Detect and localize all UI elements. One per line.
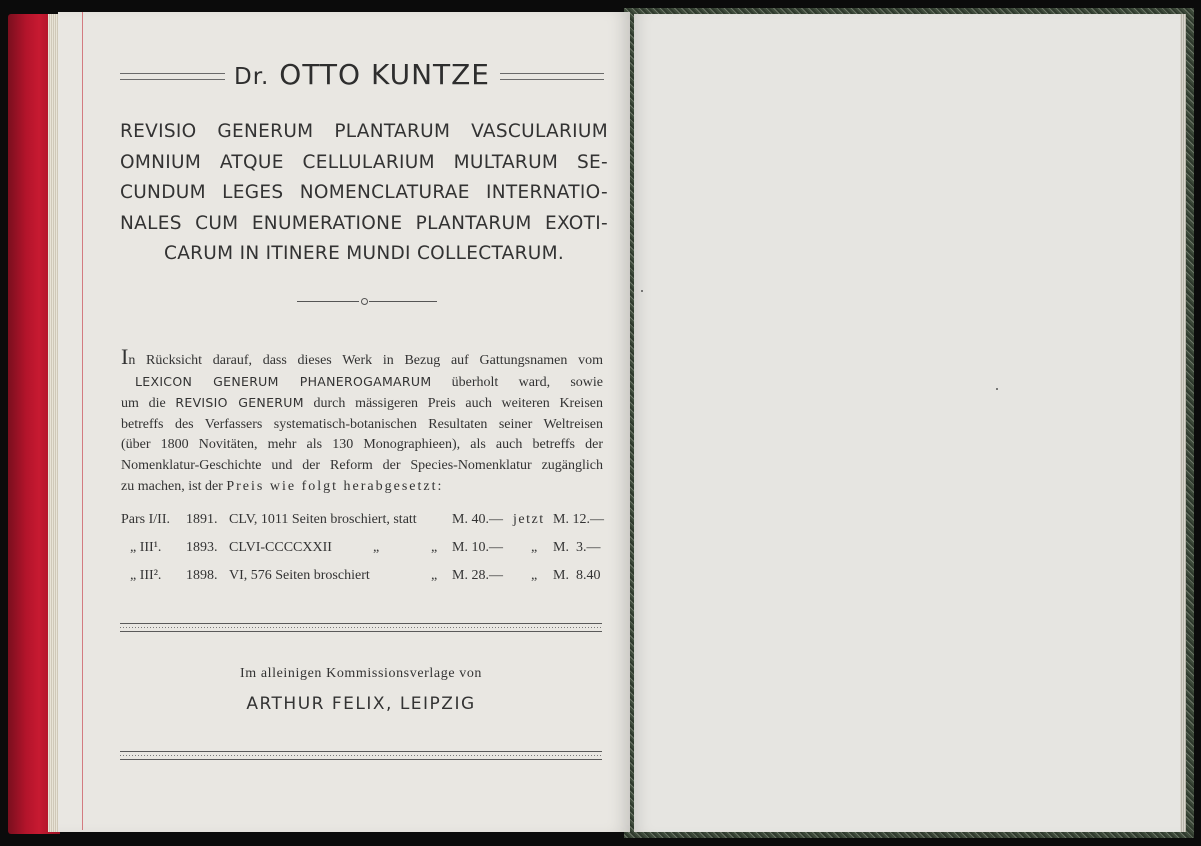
body-line: um die REVISIO GENERUM durch mässigeren Preis auch weiteren Kreisen [121, 395, 603, 412]
price-row: „ III². 1898. VI, 576 Seiten broschiert „ M. 28.— „ M. 8.40 [130, 568, 601, 583]
notice-paragraph [121, 344, 603, 497]
book-title [120, 117, 608, 270]
price-row: „ III¹. 1893. CLVI-CCCCXXII „ „ M. 10.— „ M. 3.— [130, 540, 601, 555]
price-list [121, 512, 603, 596]
body-line: (über 1800 Novitäten, mehr als 130 Monographieen), als auch betreffs der [121, 437, 603, 453]
author-header [120, 58, 604, 94]
ornament-divider [297, 298, 437, 306]
title-line: REVISIO GENERUM PLANTARUM VASCULARIUM [120, 121, 608, 142]
drop-cap: I [121, 344, 129, 369]
title-line: CARUM IN ITINERE MUNDI COLLECTARUM. [163, 243, 565, 264]
imprint-line: Im alleinigen Kommissionsverlage von [239, 666, 483, 681]
price-row: Pars I/II. 1891. CLV, 1011 Seiten broschiert, statt M. 40.— jetzt M. 12.— [121, 512, 604, 527]
rule-bottom [120, 751, 602, 760]
title-line: OMNIUM ATQUE CELLULARIUM MULTARUM SE- [120, 151, 608, 173]
title-line: NALES CUM ENUMERATIONE PLANTARUM EXOTI- [120, 212, 608, 234]
publisher-name: ARTHUR FELIX, LEIPZIG [246, 694, 476, 714]
author-surname: OTTO KUNTZE [279, 58, 490, 91]
body-line: In Rücksicht darauf, dass dieses Werk in Bezug auf Gattungsnamen vom [121, 344, 603, 369]
body-line: betreffs des Verfassers systematisch-botanischen Resultaten seiner Weltreisen [121, 416, 603, 432]
author-prefix: Dr. [234, 64, 270, 90]
body-line: zu machen, ist der Preis wie folgt herabgesetzt: [121, 478, 444, 494]
imprint [120, 666, 602, 714]
rule-above-imprint [120, 623, 602, 632]
title-line: CUNDUM LEGES NOMENCLATURAE INTERNATIO- [120, 182, 608, 203]
body-line: Nomenklatur-Geschichte und der Reform der Species-Nomenklatur zugänglich [121, 457, 603, 473]
body-line: LEXICON GENERUM PHANEROGAMARUM überholt ward, sowie [135, 373, 603, 390]
header-rule-right [500, 73, 604, 80]
